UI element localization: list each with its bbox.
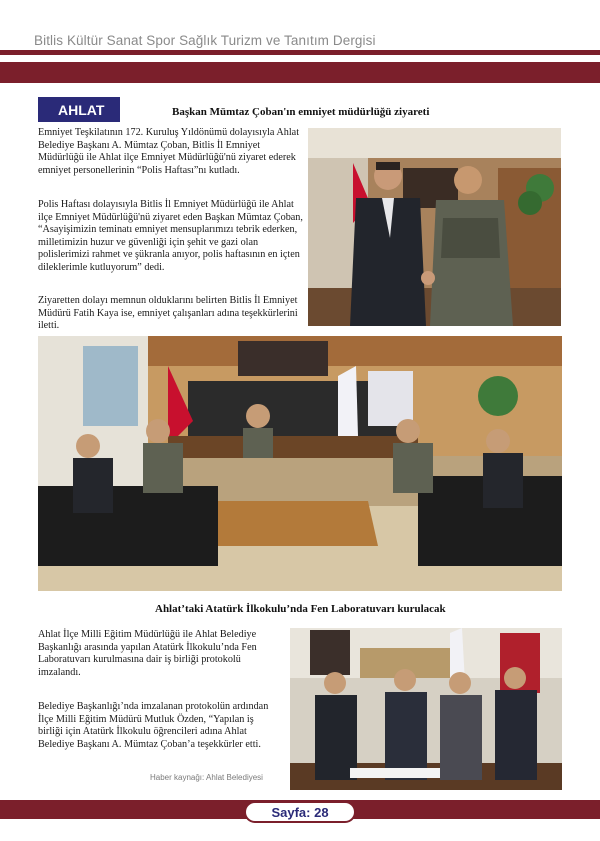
handshake-photo: [308, 128, 561, 326]
article2-headline: Ahlat’taki Atatürk İlkokulu’nda Fen Laboratuvarı kurulacak: [155, 603, 446, 615]
article2-paragraph-2: Belediye Başkanlığı’nda imzalanan protokolün ardından İlçe Milli Eğitim Müdürü Mutluk Özden, “Yapılan iş birliği için Atatürk İlkokulu öğrencileri adına Ahlat Belediye Başkanı A. Mümtaz Çoban’a teşekkürler etti.: [38, 701, 269, 750]
news-source: Haber kaynağı: Ahlat Belediyesi: [150, 773, 263, 782]
article2-paragraph-1: Ahlat İlçe Milli Eğitim Müdürlüğü ile Ahlat Belediye Başkanlığı arasında yapılan Atatürk İlkokulu’nda Fen Laboratuvarı kurulmasına dair iş birliği protokolü imzalandı.: [38, 629, 257, 678]
section-badge: AHLAT: [38, 97, 120, 122]
page-number: Sayfa: 28: [244, 801, 356, 823]
header-band-thick: [0, 62, 600, 83]
magazine-title: Bitlis Kültür Sanat Spor Sağlık Turizm ve Tanıtım Dergisi: [34, 33, 376, 48]
protocol-signing-photo: [290, 628, 562, 790]
article1-headline: Başkan Mümtaz Çoban'ın emniyet müdürlüğü ziyareti: [172, 106, 430, 118]
office-meeting-photo: [38, 336, 562, 591]
article1-paragraph-3: Ziyaretten dolayı memnun olduklarını belirten Bitlis İl Emniyet Müdürü Fatih Kaya ise, emniyet çalışanları adına teşekkürlerini iletti.: [38, 295, 298, 332]
header-band-thin: [0, 50, 600, 55]
article1-paragraph-2: Polis Haftası dolayısıyla Bitlis İl Emniyet Müdürlüğü ile Ahlat ilçe Emniyet Müdürlüğü'nü ziyaret eden Başkan Mümtaz Çoban, “Asayişimizin teminatı emniyet mensuplarımızı tebrik ederken, milletimizin huzur ve güvenliği için şehit ve gazi olan polislerimizi rahmet ve şükranla anıyor, polis haftasının en içten dileklerimle kutluyorum” dedi.: [38, 199, 303, 273]
article1-paragraph-1: Emniyet Teşkilatının 172. Kuruluş Yıldönümü dolayısıyla Ahlat Belediye Başkanı A. Mümtaz Çoban, Bitlis İl Emniyet Müdürlüğü ile Ahlat ilçe Emniyet Müdürlüğü'nü ziyaret ederek emniyet personellerinin “Polis Haftası”nı kutladı.: [38, 127, 300, 176]
